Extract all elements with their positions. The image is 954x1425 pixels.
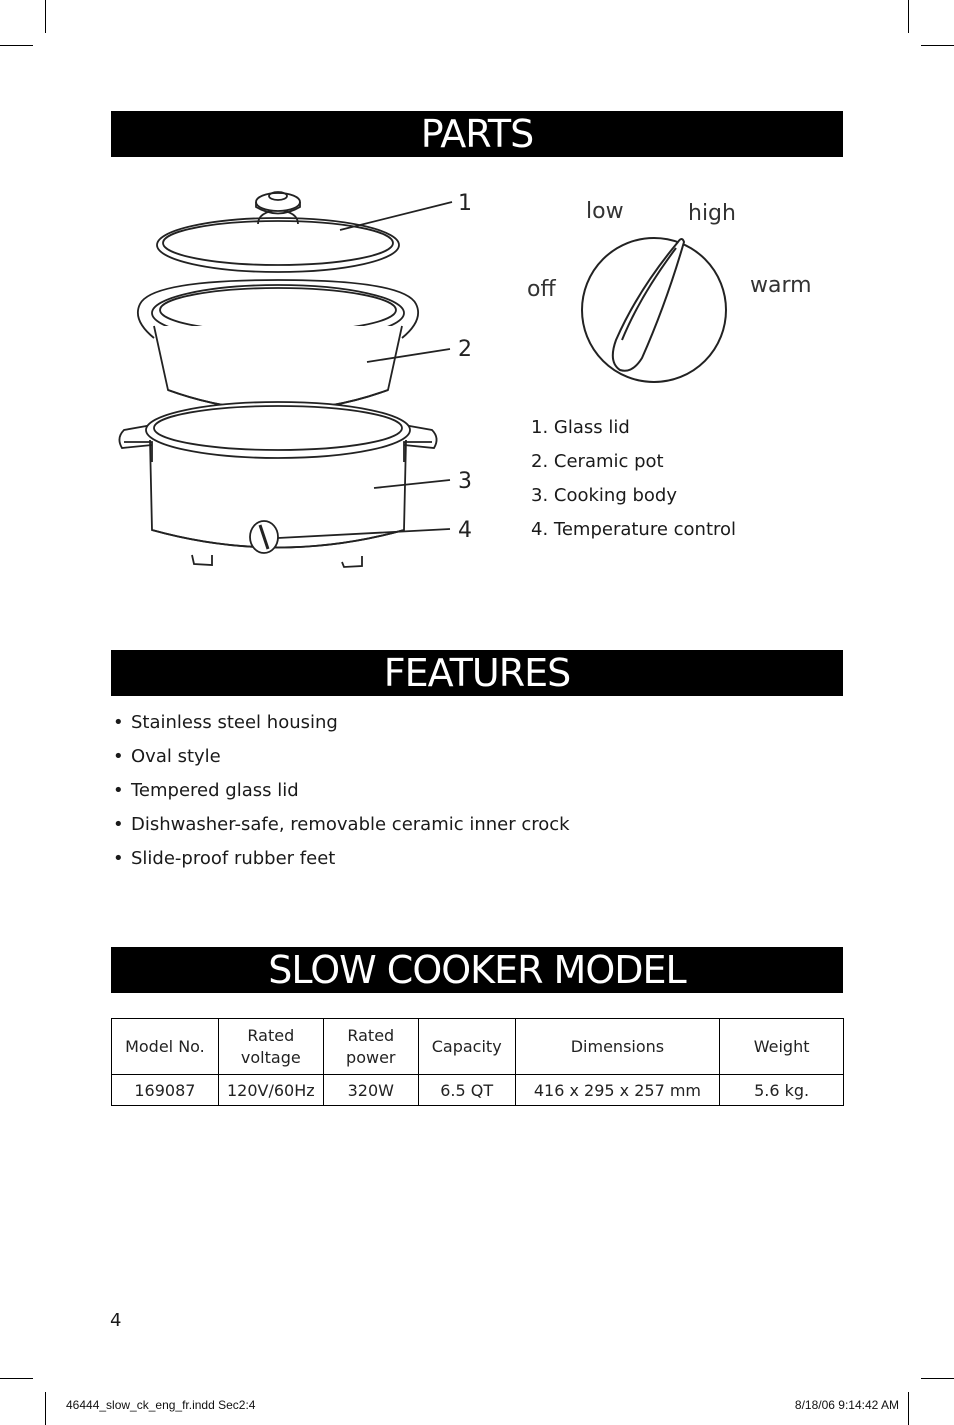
temperature-dial-illustration <box>520 190 830 390</box>
dial-label-warm: warm <box>750 273 812 298</box>
dial-label-high: high <box>688 201 736 226</box>
table-header-cell: Rated voltage <box>218 1019 323 1075</box>
parts-list <box>531 413 736 549</box>
table-cell: 5.6 kg. <box>720 1075 844 1106</box>
crop-mark <box>908 1392 909 1425</box>
dial-label-off: off <box>527 277 556 302</box>
table-cell: 416 x 295 x 257 mm <box>515 1075 720 1106</box>
table-header-cell: Rated power <box>323 1019 418 1075</box>
list-item <box>113 844 570 878</box>
callout-number: 3 <box>458 469 472 494</box>
model-spec-table <box>111 1018 844 1106</box>
table-header-row <box>112 1019 844 1075</box>
bullet: • <box>113 848 124 869</box>
table-header-cell: Weight <box>720 1019 844 1075</box>
print-slug-file: 46444_slow_ck_eng_fr.indd Sec2:4 <box>66 1398 256 1412</box>
table-cell: 320W <box>323 1075 418 1106</box>
list-item: 1. Glass lid <box>531 417 630 438</box>
table-header-cell: Capacity <box>418 1019 515 1075</box>
bullet: • <box>113 712 124 733</box>
parts-heading: PARTS <box>111 111 843 157</box>
feature-text: Dishwasher-safe, removable ceramic inner crock <box>131 814 570 835</box>
features-list <box>113 708 570 878</box>
bullet: • <box>113 780 124 801</box>
crop-mark <box>45 1392 46 1425</box>
feature-text: Stainless steel housing <box>131 712 338 733</box>
crop-mark <box>0 45 33 46</box>
table-cell: 6.5 QT <box>418 1075 515 1106</box>
dial-label-low: low <box>586 199 624 224</box>
slow-cooker-exploded-illustration <box>112 180 492 575</box>
crop-mark <box>0 1378 33 1379</box>
table-cell: 169087 <box>112 1075 219 1106</box>
bullet: • <box>113 814 124 835</box>
crop-mark <box>908 0 909 33</box>
callout-number: 4 <box>458 518 472 543</box>
features-heading: FEATURES <box>111 650 843 696</box>
crop-mark <box>45 0 46 33</box>
feature-text: Oval style <box>131 746 221 767</box>
print-slug-timestamp: 8/18/06 9:14:42 AM <box>794 1398 899 1412</box>
model-heading: SLOW COOKER MODEL <box>111 947 843 993</box>
table-row <box>112 1075 844 1106</box>
feature-text: Tempered glass lid <box>131 780 299 801</box>
page-number: 4 <box>110 1310 122 1331</box>
table-cell: 120V/60Hz <box>218 1075 323 1106</box>
crop-mark <box>921 45 954 46</box>
feature-text: Slide-proof rubber feet <box>131 848 336 869</box>
callout-number: 1 <box>458 191 472 216</box>
list-item: 4. Temperature control <box>531 519 737 540</box>
list-item: 2. Ceramic pot <box>531 451 664 472</box>
table-header-cell: Model No. <box>112 1019 219 1075</box>
list-item <box>113 810 570 844</box>
crop-mark <box>921 1378 954 1379</box>
list-item <box>113 776 570 810</box>
list-item: 3. Cooking body <box>531 485 677 506</box>
table-header-cell: Dimensions <box>515 1019 720 1075</box>
list-item <box>113 708 570 742</box>
list-item <box>113 742 570 776</box>
callout-number: 2 <box>458 337 472 362</box>
bullet: • <box>113 746 124 767</box>
